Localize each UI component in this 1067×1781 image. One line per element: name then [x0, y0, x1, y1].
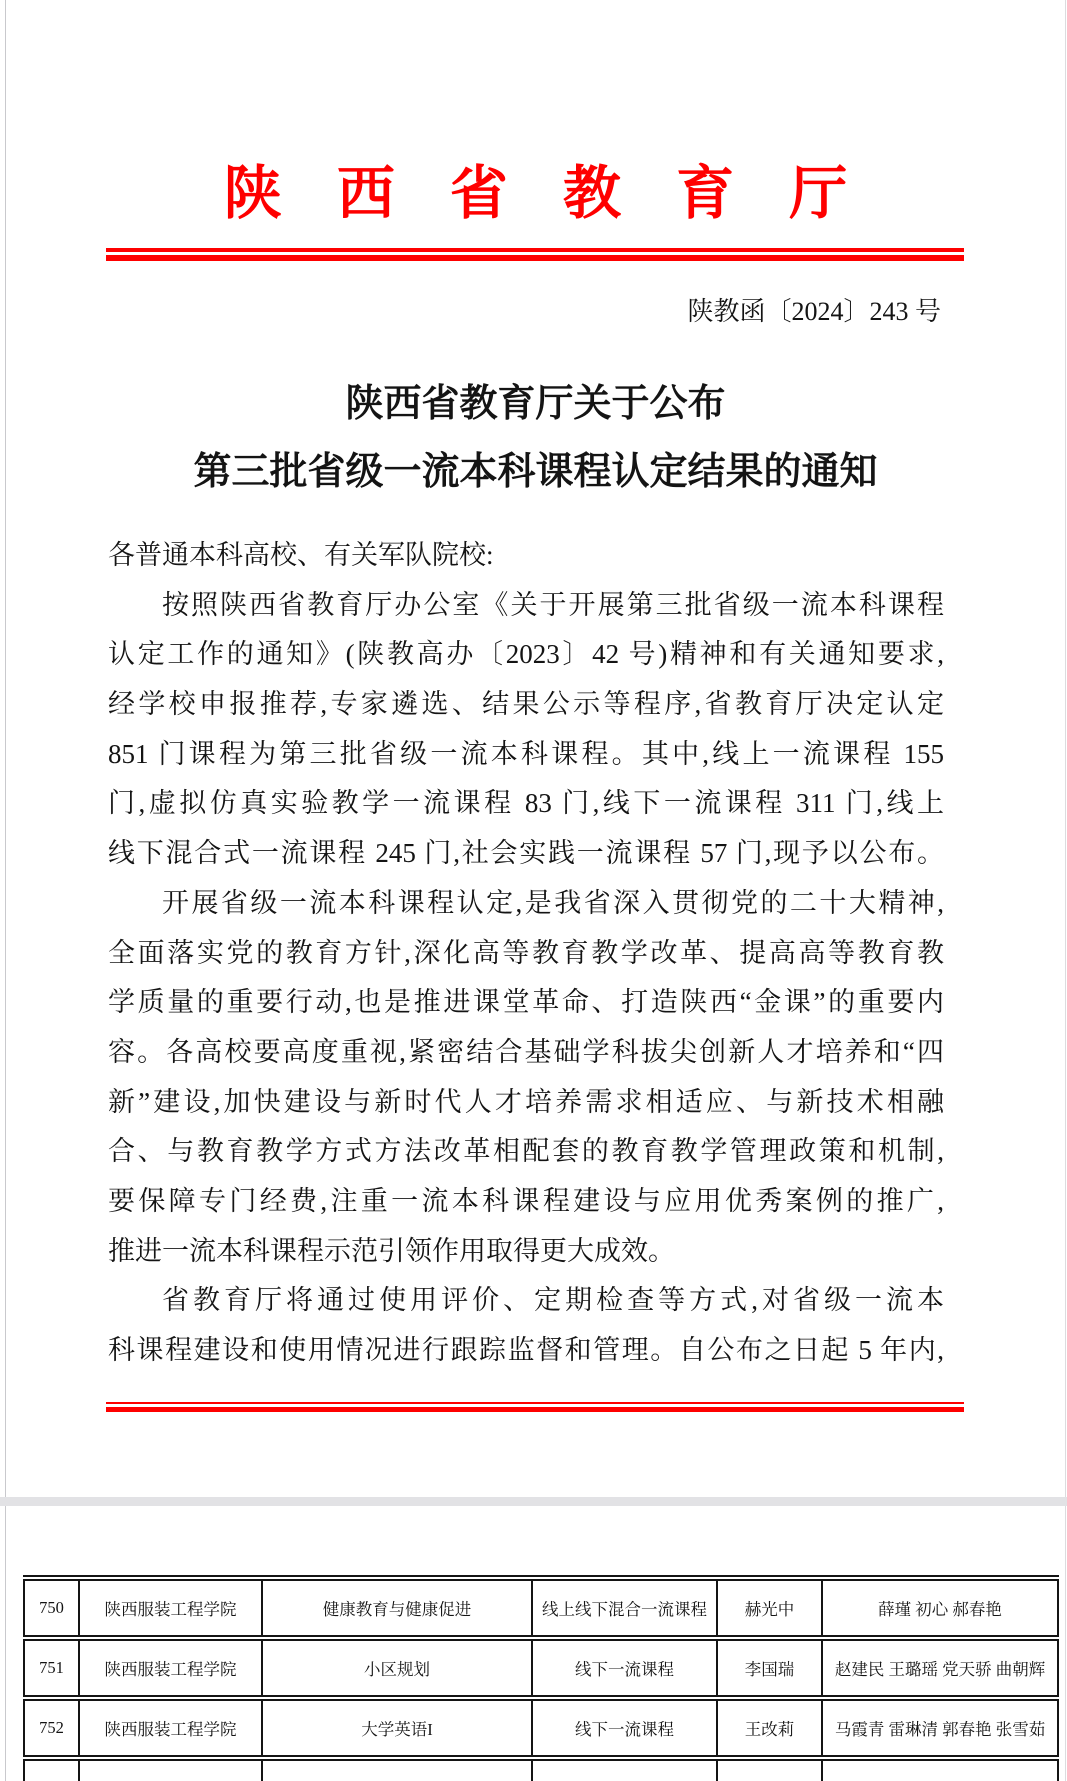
body-line: 合、与教育教学方式方法改革相配套的教育教学管理政策和机制,	[108, 1136, 944, 1167]
body-line: 门,虚拟仿真实验教学一流课程 83 门,线下一流课程 311 门,线上	[108, 788, 944, 819]
notice-title-line-1: 陕西省教育厅关于公布	[345, 383, 726, 425]
cell-course-name: 小区规划	[262, 1638, 532, 1698]
cell-course-leader: 赫光中	[717, 1578, 822, 1638]
cell-course-leader	[717, 1758, 822, 1781]
body-line: 新”建设,加快建设与新时代人才培养需求相适应、与新技术相融	[108, 1086, 944, 1117]
cell-school-name: 陕西服装工程学院	[79, 1698, 262, 1758]
notice-body	[108, 531, 944, 1376]
table-row	[24, 1578, 1058, 1638]
cell-course-name	[262, 1758, 532, 1781]
body-line: 学质量的重要行动,也是推进课堂革命、打造陕西“金课”的重要内	[108, 987, 944, 1018]
body-line: 推进一流本科课程示范引领作用取得更大成效。	[108, 1235, 675, 1266]
red-rule-thin	[106, 1402, 964, 1404]
cell-course-leader: 王改莉	[717, 1698, 822, 1758]
cell-course-name: 健康教育与健康促进	[262, 1578, 532, 1638]
cell-school-name	[79, 1758, 262, 1781]
cell-course-type: 线下一流课程	[532, 1698, 717, 1758]
body-line: 要保障专门经费,注重一流本科课程建设与应用优秀案例的推广,	[108, 1185, 944, 1216]
agency-header: 陕西省教育厅	[223, 161, 903, 226]
red-separator-bottom	[106, 1402, 964, 1412]
doc-number: 陕教函〔2024〕243 号	[687, 297, 941, 326]
body-line: 科课程建设和使用情况进行跟踪监督和管理。自公布之日起 5 年内,	[108, 1335, 944, 1365]
cell-course-type	[532, 1758, 717, 1781]
body-line: 全面落实党的教育方针,深化高等教育教学改革、提高高等教育教	[108, 937, 944, 968]
table-row	[24, 1638, 1058, 1698]
page-gap	[0, 1497, 1067, 1506]
red-rule-thick	[106, 255, 964, 261]
page-2	[5, 1506, 1066, 1781]
red-separator-top	[106, 248, 964, 261]
cell-team-members: 马霞青 雷琳清 郭春艳 张雪茹	[822, 1698, 1058, 1758]
notice-title-line-2: 第三批省级一流本科课程认定结果的通知	[193, 451, 878, 493]
cell-serial-number: 752	[24, 1698, 79, 1758]
page-1	[5, 0, 1066, 1497]
cell-team-members: 赵建民 王璐瑶 党天骄 曲朝辉	[822, 1638, 1058, 1698]
cell-serial-number: 750	[24, 1578, 79, 1638]
body-line: 各普通本科高校、有关军队院校:	[108, 540, 494, 570]
cell-serial-number: 751	[24, 1638, 79, 1698]
red-rule-thick	[106, 1407, 964, 1412]
cell-course-type: 线上线下混合一流课程	[532, 1578, 717, 1638]
cell-team-members: 薛瑾 初心 郝春艳	[822, 1578, 1058, 1638]
body-line: 容。各高校要高度重视,紧密结合基础学科拔尖创新人才培养和“四	[108, 1036, 944, 1067]
table-row	[24, 1758, 1058, 1781]
body-line: 按照陕西省教育厅办公室《关于开展第三批省级一流本科课程	[162, 589, 944, 620]
red-rule-thin	[106, 248, 964, 252]
body-line: 认定工作的通知》(陕教高办〔2023〕42 号)精神和有关通知要求,	[108, 639, 944, 670]
cell-course-name: 大学英语I	[262, 1698, 532, 1758]
body-line: 开展省级一流本科课程认定,是我省深入贯彻党的二十大精神,	[162, 887, 944, 918]
table-row	[24, 1698, 1058, 1758]
course-results-table	[23, 1575, 1059, 1781]
body-line: 省教育厅将通过使用评价、定期检查等方式,对省级一流本	[162, 1285, 944, 1316]
body-line: 经学校申报推荐,专家遴选、结果公示等程序,省教育厅决定认定	[108, 689, 944, 720]
cell-serial-number	[24, 1758, 79, 1781]
cell-course-leader: 李国瑞	[717, 1638, 822, 1698]
cell-school-name: 陕西服装工程学院	[79, 1638, 262, 1698]
cell-school-name: 陕西服装工程学院	[79, 1578, 262, 1638]
body-line: 851 门课程为第三批省级一流本科课程。其中,线上一流课程 155	[108, 738, 944, 769]
cell-team-members	[822, 1758, 1058, 1781]
body-line: 线下混合式一流课程 245 门,社会实践一流课程 57 门,现予以公布。	[108, 838, 944, 869]
cell-course-type: 线下一流课程	[532, 1638, 717, 1698]
